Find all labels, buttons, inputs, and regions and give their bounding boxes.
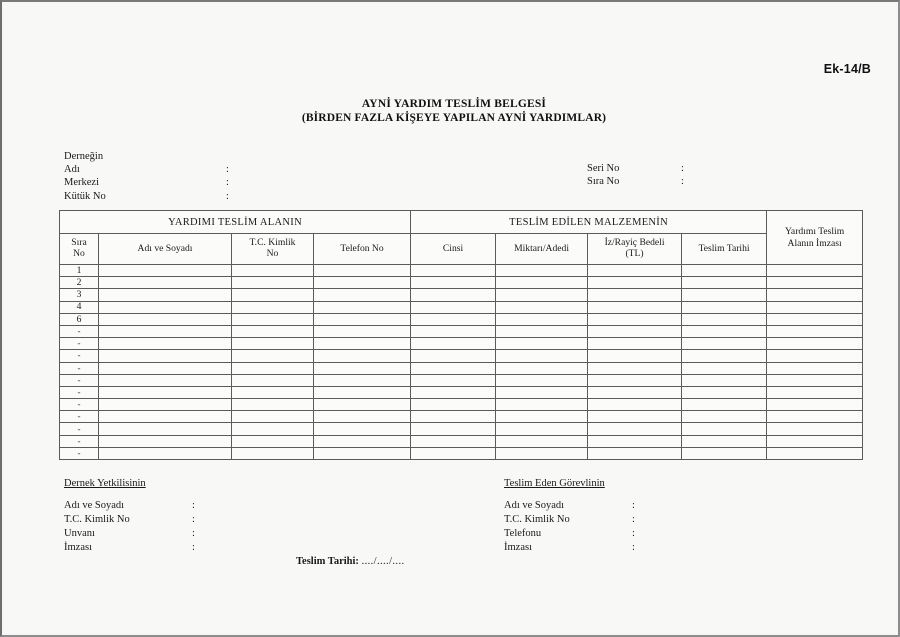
table-cell[interactable] [232, 313, 314, 325]
table-cell[interactable] [767, 313, 863, 325]
table-row [60, 313, 863, 325]
officer-national-id-field [504, 513, 804, 527]
table-cell[interactable] [588, 362, 682, 374]
col-line1: Cinsi [442, 242, 464, 254]
table-row [60, 338, 863, 350]
table-cell[interactable] [99, 325, 232, 337]
table-cell[interactable] [682, 289, 767, 301]
table-cell[interactable] [767, 265, 863, 277]
serial-info-block [587, 162, 847, 188]
table-cell[interactable] [99, 350, 232, 362]
table-row [60, 350, 863, 362]
document-sheet [4, 4, 896, 633]
annex-label: Ek-14/B [823, 62, 871, 76]
table-cell[interactable] [314, 362, 411, 374]
officer-name-field [504, 499, 804, 513]
table-cell[interactable] [411, 313, 496, 325]
col-line1: Sıra [71, 237, 87, 249]
table-cell[interactable] [411, 325, 496, 337]
row-number-cell: - [60, 447, 99, 459]
column-header-national-id [232, 234, 314, 265]
table-cell[interactable] [99, 338, 232, 350]
table-cell[interactable] [314, 325, 411, 337]
table-cell[interactable] [232, 435, 314, 447]
table-cell[interactable] [682, 435, 767, 447]
table-cell[interactable] [682, 350, 767, 362]
association-info-block [64, 150, 324, 203]
table-cell[interactable] [588, 289, 682, 301]
field-colon: : [681, 163, 684, 174]
table-cell[interactable] [314, 338, 411, 350]
signature-header-line1: Yardımı Teslim [784, 225, 845, 237]
table-cell[interactable] [682, 265, 767, 277]
table-cell[interactable] [588, 350, 682, 362]
table-cell[interactable] [411, 289, 496, 301]
table-group-header-row [60, 211, 863, 234]
table-cell[interactable] [496, 350, 588, 362]
table-cell[interactable] [232, 338, 314, 350]
field-label: Merkezi [64, 177, 99, 189]
field-colon: : [192, 500, 195, 511]
col-line2: (TL) [625, 248, 644, 259]
column-header-phone [314, 234, 411, 265]
field-sequence-number [587, 175, 847, 188]
table-cell[interactable] [588, 338, 682, 350]
table-cell[interactable] [411, 411, 496, 423]
field-label: Adı ve Soyadı [64, 500, 125, 511]
row-number-cell: 2 [60, 277, 99, 289]
table-cell[interactable] [588, 411, 682, 423]
field-label: Telefonu [504, 528, 542, 539]
association-official-block [64, 477, 364, 555]
table-cell[interactable] [682, 423, 767, 435]
table-cell[interactable] [767, 277, 863, 289]
footer-delivery-date-label: Teslim Tarihi: [296, 556, 359, 567]
table-row [60, 289, 863, 301]
col-line1: T.C. Kimlik [249, 237, 296, 249]
field-colon: : [632, 528, 635, 539]
footer-delivery-date [296, 556, 405, 567]
column-header-delivery-date [682, 234, 767, 265]
table-cell[interactable] [496, 362, 588, 374]
table-row [60, 447, 863, 459]
table-cell[interactable] [767, 301, 863, 313]
page-subtitle: (BİRDEN FAZLA KİŞEYE YAPILAN AYNİ YARDIMLAR) [301, 112, 607, 125]
table-cell[interactable] [496, 277, 588, 289]
row-number-cell: - [60, 362, 99, 374]
table-cell[interactable] [411, 277, 496, 289]
field-colon: : [226, 164, 229, 176]
table-cell[interactable] [588, 313, 682, 325]
column-header-type [411, 234, 496, 265]
field-colon: : [632, 500, 635, 511]
field-label: Unvanı [64, 528, 95, 539]
table-cell[interactable] [496, 289, 588, 301]
row-number-cell: - [60, 350, 99, 362]
table-cell[interactable] [314, 265, 411, 277]
field-colon: : [681, 176, 684, 188]
field-label: Seri No [587, 163, 620, 174]
table-cell[interactable] [99, 447, 232, 459]
table-cell[interactable] [232, 399, 314, 411]
table-cell[interactable] [232, 447, 314, 459]
table-cell[interactable] [767, 435, 863, 447]
table-cell[interactable] [767, 350, 863, 362]
table-cell[interactable] [682, 447, 767, 459]
column-header-quantity [496, 234, 588, 265]
table-row [60, 374, 863, 386]
field-label: Sıra No [587, 176, 620, 188]
table-cell[interactable] [314, 301, 411, 313]
col-line1: Teslim Tarihi [698, 242, 750, 254]
table-cell[interactable] [411, 435, 496, 447]
table-cell[interactable] [588, 325, 682, 337]
field-label: T.C. Kimlik No [504, 514, 570, 525]
table-cell[interactable] [232, 411, 314, 423]
table-cell[interactable] [99, 301, 232, 313]
table-cell[interactable] [99, 374, 232, 386]
table-cell[interactable] [314, 277, 411, 289]
table-cell[interactable] [767, 362, 863, 374]
officer-signature-field [504, 541, 804, 555]
delivering-officer-block [504, 477, 804, 555]
field-colon: : [632, 514, 635, 525]
table-row [60, 386, 863, 398]
field-colon: : [226, 190, 229, 202]
official-national-id-field [64, 513, 364, 527]
table-cell[interactable] [411, 362, 496, 374]
row-number-cell: 3 [60, 289, 99, 301]
col-line1: Adı ve Soyadı [137, 242, 193, 254]
table-cell[interactable] [496, 435, 588, 447]
table-cell[interactable] [314, 386, 411, 398]
table-cell[interactable] [99, 386, 232, 398]
association-official-title: Dernek Yetkilisinin [64, 478, 146, 489]
table-cell[interactable] [411, 447, 496, 459]
row-number-cell: - [60, 411, 99, 423]
group-header-recipient: YARDIMI TESLİM ALANIN [60, 211, 411, 234]
table-cell[interactable] [314, 411, 411, 423]
table-cell[interactable] [99, 423, 232, 435]
col-line2: No [266, 248, 279, 259]
table-cell[interactable] [314, 350, 411, 362]
table-cell[interactable] [588, 423, 682, 435]
table-cell[interactable] [496, 423, 588, 435]
delivery-table-head [60, 211, 863, 265]
table-cell[interactable] [767, 411, 863, 423]
table-row [60, 411, 863, 423]
table-cell[interactable] [767, 423, 863, 435]
field-label: Kütük No [64, 190, 106, 202]
table-cell[interactable] [99, 435, 232, 447]
delivery-table-wrap [59, 210, 845, 460]
table-cell[interactable] [588, 301, 682, 313]
table-row [60, 277, 863, 289]
table-cell[interactable] [411, 399, 496, 411]
table-cell[interactable] [682, 386, 767, 398]
delivery-table-body [60, 265, 863, 460]
table-cell[interactable] [232, 386, 314, 398]
table-cell[interactable] [99, 289, 232, 301]
field-colon: : [192, 542, 195, 553]
table-cell[interactable] [411, 338, 496, 350]
table-row [60, 399, 863, 411]
table-cell[interactable] [682, 411, 767, 423]
official-name-field [64, 499, 364, 513]
table-cell[interactable] [232, 265, 314, 277]
row-number-cell: 4 [60, 301, 99, 313]
group-header-material: TESLİM EDİLEN MALZEMENİN [411, 211, 767, 234]
table-cell[interactable] [314, 374, 411, 386]
table-cell[interactable] [496, 447, 588, 459]
table-cell[interactable] [496, 265, 588, 277]
signature-header-line2: Alanın İmzası [787, 237, 842, 249]
table-cell[interactable] [314, 423, 411, 435]
table-cell[interactable] [411, 301, 496, 313]
table-cell[interactable] [232, 362, 314, 374]
col-line1: İz/Rayiç Bedeli [604, 237, 665, 249]
table-cell[interactable] [588, 399, 682, 411]
table-cell[interactable] [682, 301, 767, 313]
table-cell[interactable] [767, 374, 863, 386]
field-label: Adı [64, 164, 80, 176]
delivery-table [59, 210, 863, 460]
table-cell[interactable] [767, 399, 863, 411]
table-cell[interactable] [411, 386, 496, 398]
table-cell[interactable] [496, 399, 588, 411]
table-cell[interactable] [588, 386, 682, 398]
table-cell[interactable] [682, 277, 767, 289]
table-cell[interactable] [496, 301, 588, 313]
table-cell[interactable] [314, 289, 411, 301]
col-line1: Telefon No [340, 242, 384, 254]
title-block [4, 97, 900, 126]
column-header-value [588, 234, 682, 265]
official-signature-field [64, 541, 364, 555]
table-row [60, 325, 863, 337]
field-label: T.C. Kimlik No [64, 514, 130, 525]
table-cell[interactable] [588, 447, 682, 459]
row-number-cell: - [60, 435, 99, 447]
table-cell[interactable] [767, 325, 863, 337]
table-cell[interactable] [588, 265, 682, 277]
col-line1: Miktarı/Adedi [514, 242, 569, 254]
field-colon: : [192, 528, 195, 539]
table-cell[interactable] [99, 277, 232, 289]
table-cell[interactable] [411, 423, 496, 435]
table-cell[interactable] [496, 325, 588, 337]
table-cell[interactable] [232, 374, 314, 386]
table-cell[interactable] [411, 374, 496, 386]
table-row [60, 362, 863, 374]
table-cell[interactable] [767, 289, 863, 301]
field-registry-number [64, 190, 324, 203]
row-number-cell: - [60, 338, 99, 350]
table-cell[interactable] [496, 386, 588, 398]
row-number-cell: - [60, 374, 99, 386]
table-cell[interactable] [682, 338, 767, 350]
table-cell[interactable] [314, 435, 411, 447]
table-cell[interactable] [314, 447, 411, 459]
table-cell[interactable] [588, 374, 682, 386]
official-title-field [64, 527, 364, 541]
row-number-cell: - [60, 423, 99, 435]
table-cell[interactable] [496, 338, 588, 350]
field-association-center [64, 176, 324, 189]
table-cell[interactable] [314, 313, 411, 325]
table-cell[interactable] [682, 362, 767, 374]
footer-delivery-date-value: ..../..../.... [361, 556, 405, 567]
field-label: İmzası [64, 542, 92, 553]
officer-phone-field [504, 527, 804, 541]
table-row [60, 423, 863, 435]
table-cell[interactable] [682, 313, 767, 325]
association-heading: Derneğin [64, 151, 104, 162]
table-cell[interactable] [232, 325, 314, 337]
table-cell[interactable] [314, 399, 411, 411]
table-cell[interactable] [767, 447, 863, 459]
table-cell[interactable] [232, 277, 314, 289]
table-cell[interactable] [99, 411, 232, 423]
table-cell[interactable] [496, 411, 588, 423]
column-header-sira-no [60, 234, 99, 265]
table-cell[interactable] [682, 374, 767, 386]
field-serial-number [587, 162, 847, 175]
column-header-name-surname [99, 234, 232, 265]
table-cell[interactable] [411, 265, 496, 277]
field-colon: : [226, 177, 229, 189]
table-cell[interactable] [99, 313, 232, 325]
field-colon: : [632, 542, 635, 553]
column-header-signature [767, 211, 863, 265]
table-row [60, 265, 863, 277]
table-cell[interactable] [99, 399, 232, 411]
field-association-name [64, 163, 324, 176]
page-title: AYNİ YARDIM TESLİM BELGESİ [361, 98, 547, 110]
row-number-cell: 6 [60, 313, 99, 325]
table-cell[interactable] [232, 301, 314, 313]
table-cell[interactable] [496, 374, 588, 386]
field-label: İmzası [504, 542, 532, 553]
row-number-cell: 1 [60, 265, 99, 277]
col-line2: No [73, 248, 85, 259]
table-cell[interactable] [682, 399, 767, 411]
table-cell[interactable] [496, 313, 588, 325]
field-label: Adı ve Soyadı [504, 500, 565, 511]
table-cell[interactable] [588, 277, 682, 289]
row-number-cell: - [60, 386, 99, 398]
row-number-cell: - [60, 399, 99, 411]
table-cell[interactable] [411, 350, 496, 362]
table-cell[interactable] [767, 386, 863, 398]
table-cell[interactable] [682, 325, 767, 337]
table-cell[interactable] [588, 435, 682, 447]
table-cell[interactable] [99, 362, 232, 374]
table-cell[interactable] [99, 265, 232, 277]
table-cell[interactable] [232, 350, 314, 362]
field-colon: : [192, 514, 195, 525]
table-row [60, 301, 863, 313]
row-number-cell: - [60, 325, 99, 337]
table-cell[interactable] [232, 423, 314, 435]
table-cell[interactable] [767, 338, 863, 350]
table-column-header-row [60, 234, 863, 265]
table-row [60, 435, 863, 447]
delivering-officer-title: Teslim Eden Görevlinin [504, 478, 605, 489]
table-cell[interactable] [232, 289, 314, 301]
